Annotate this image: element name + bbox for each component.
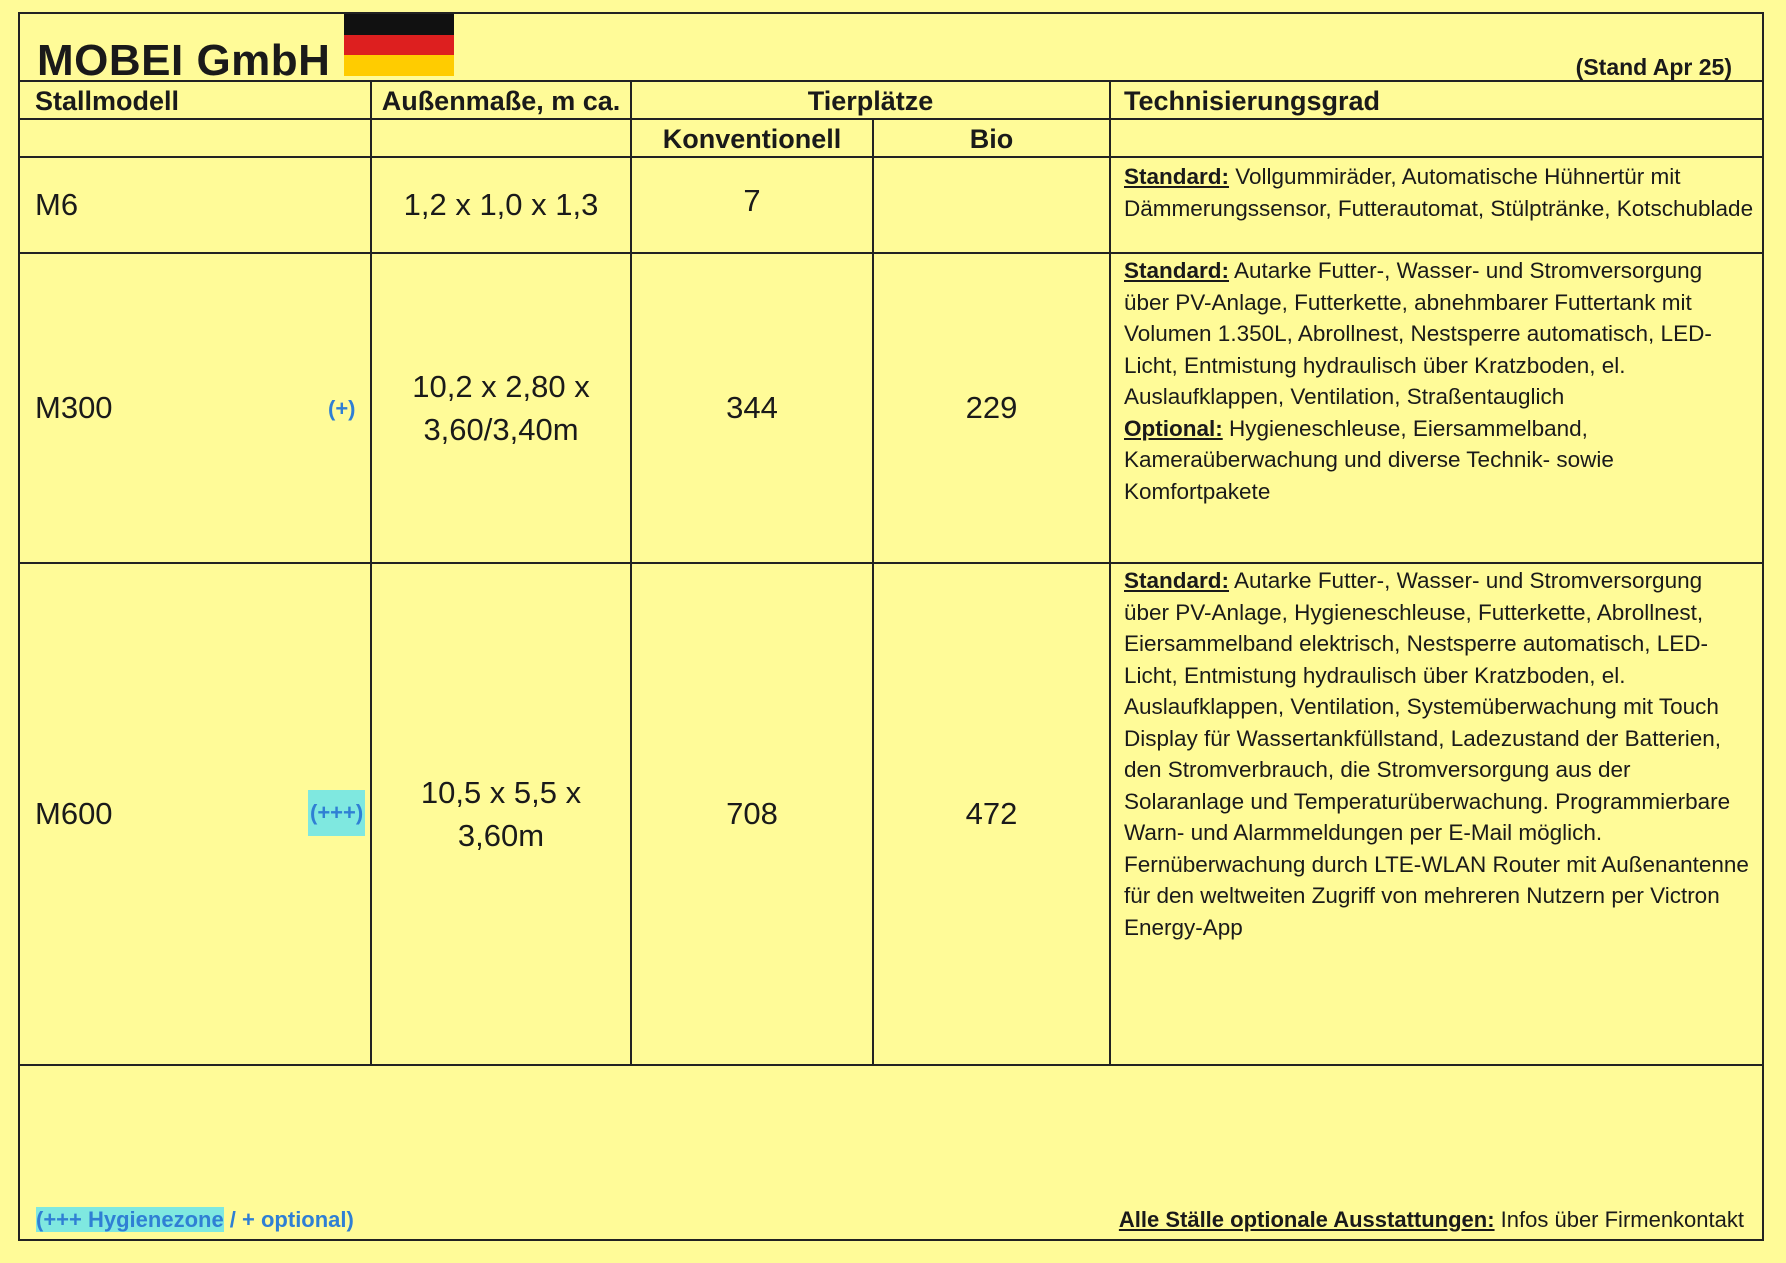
footer-note-label: Alle Ställe optionale Ausstattungen: — [1118, 1207, 1495, 1232]
optional-label: Optional: — [1124, 415, 1223, 441]
places-konventionell: 7 — [743, 183, 761, 219]
standard-text: Vollgummiräder, Automatische Hühnertür mit Dämmerungssensor, Futterautomat, Stülptränke, Kotschublade — [1124, 164, 1754, 221]
standard-label: Standard: — [1124, 164, 1230, 189]
table-rule — [20, 1064, 1762, 1066]
places-konventionell: 344 — [726, 390, 778, 426]
dimensions: 10,2 x 2,80 x 3,60/3,40m — [412, 368, 590, 447]
legend-optional: / + optional) — [223, 1207, 354, 1232]
standard-label: Standard: — [1124, 258, 1230, 283]
model-name: M6 — [35, 187, 79, 222]
optional-marker: (+) — [328, 396, 356, 421]
places-bio: 229 — [965, 390, 1018, 426]
flag-stripe-gold — [344, 55, 454, 76]
places-bio: 472 — [965, 796, 1018, 832]
product-table — [18, 12, 1764, 1241]
company-title: MOBEI GmbH — [37, 36, 331, 85]
standard-label: Standard: — [1124, 568, 1230, 593]
flag-stripe-red — [344, 35, 454, 56]
optional-text: Hygieneschleuse, Eiersammelband, Kameraüberwachung und diverse Technik- sowie Komfortpakete — [1124, 415, 1614, 504]
footer-note-text: Infos über Firmenkontakt — [1494, 1207, 1744, 1232]
standard-text: Autarke Futter-, Wasser- und Stromversorgung über PV-Anlage, Hygieneschleuse, Futterkette, Abrollnest, Eiersammelband elektrisch, Nestsperre automatisch, LED-Licht, Entmistung hydraulisch über Kratzboden, el. Auslaufklappen, Ventilation, Systemüberwachung mit Touch Display für Wassertankfüllstand, Ladezustand der Batterien, den Stromverbrauch, die Stromversorgung aus der Solaranlage und Temperaturüberwachung. Programmierbare Warn- und Alarmmeldungen per E-Mail möglich. Fernüberwachung durch LTE-WLAN Router mit Außenantenne für den weltweiten Zugriff von mehreren Nutzern per Victron Energy-App — [1124, 568, 1749, 940]
places-konventionell: 708 — [726, 796, 778, 832]
header-konventionell: Konventionell — [662, 124, 842, 154]
header-technisierungsgrad: Technisierungsgrad — [1124, 86, 1381, 116]
header-aussenmasse: Außenmaße, m ca. — [381, 86, 621, 116]
header-tierplaetze: Tierplätze — [807, 86, 934, 116]
german-flag-icon — [344, 14, 454, 76]
dimensions: 1,2 x 1,0 x 1,3 — [403, 187, 599, 223]
hygiene-marker: (+++) — [308, 790, 365, 836]
table-rule — [20, 118, 1762, 120]
model-name: M300 — [35, 390, 113, 425]
equipment-description — [1124, 565, 1749, 943]
places-bio — [874, 158, 1109, 252]
header-stallmodell: Stallmodell — [35, 86, 180, 116]
stand-date: (Stand Apr 25) — [1575, 54, 1732, 80]
dimensions: 10,5 x 5,5 x 3,60m — [420, 774, 582, 853]
standard-text: Autarke Futter-, Wasser- und Stromversorgung über PV-Anlage, Futterkette, abnehmbarer Futtertank mit Volumen 1.350L, Abrollnest, Nestsperre automatisch, LED-Licht, Entmistung hydraulisch über Kratzboden, el. Auslaufklappen, Ventilation, Straßentauglich — [1124, 258, 1712, 409]
legend-hygienezone: (+++ Hygienezone — [36, 1207, 224, 1232]
equipment-description — [1124, 255, 1744, 507]
table-rule — [1109, 80, 1111, 1064]
flag-stripe-black — [344, 14, 454, 35]
header-bio: Bio — [969, 124, 1014, 154]
model-name: M600 — [35, 796, 113, 831]
footer-note — [1119, 1207, 1744, 1233]
equipment-description — [1124, 161, 1754, 224]
legend — [36, 1207, 354, 1233]
